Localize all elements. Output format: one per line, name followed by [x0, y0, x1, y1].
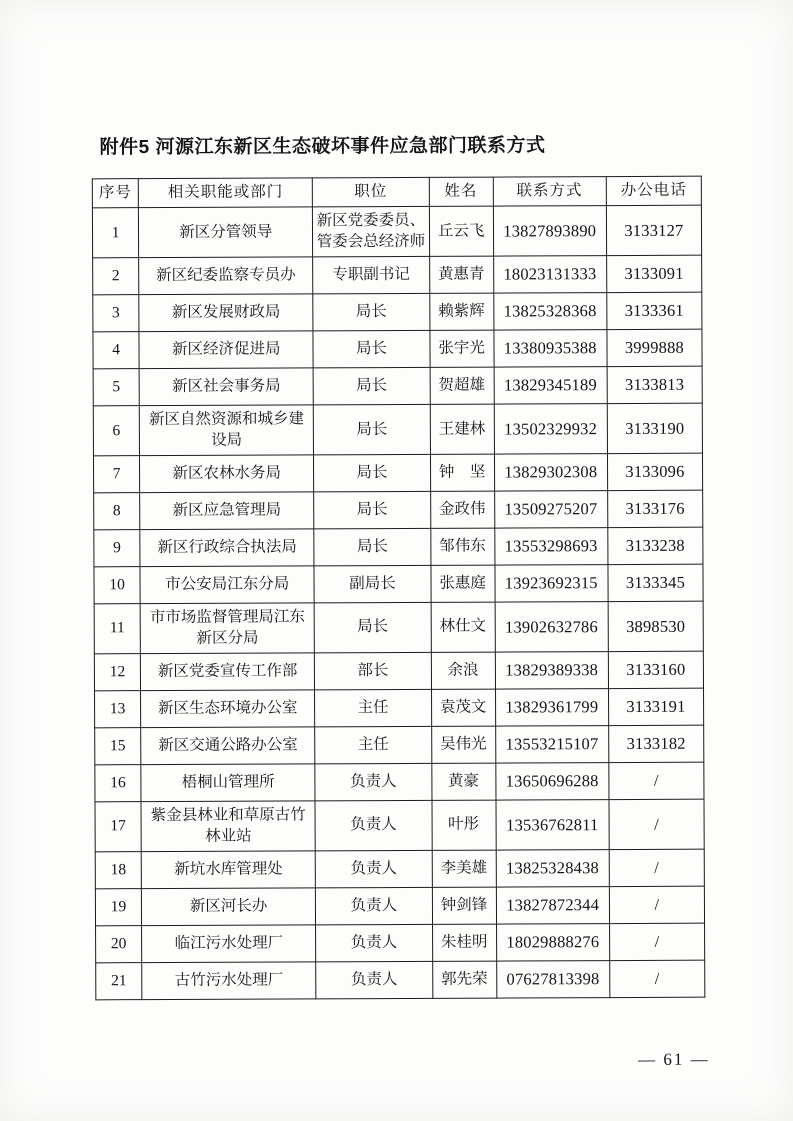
table-cell: 梧桐山管理所 [141, 764, 315, 802]
table-cell: 新区发展财政局 [139, 294, 313, 332]
table-row [93, 367, 702, 407]
table-cell: 黄惠青 [429, 256, 493, 293]
table-cell: 余浪 [431, 652, 495, 689]
table-cell: 市市场监督管理局江东新区分局 [140, 603, 314, 654]
table-cell: 7 [93, 456, 139, 493]
table-cell: 13553215107 [495, 726, 608, 763]
table-cell: 3133160 [608, 651, 703, 688]
table-cell: / [609, 886, 704, 923]
table-cell: 20 [96, 926, 142, 963]
table-cell: 临江污水处理厂 [142, 925, 316, 963]
table-row [95, 799, 704, 852]
table-cell: 新区自然资源和城乡建设局 [139, 405, 313, 456]
table-cell: 负责人 [316, 887, 432, 925]
table-cell: 郭先荣 [432, 961, 496, 998]
table-cell: 13825328368 [493, 293, 606, 330]
table-cell: 局长 [314, 405, 430, 455]
table-cell: 13923692315 [495, 565, 608, 602]
table-cell: 3133182 [608, 725, 703, 762]
table-cell: 朱桂明 [432, 924, 496, 961]
table-cell: 新区生态环境办公室 [141, 690, 315, 728]
table-cell: 局长 [314, 529, 430, 567]
page-number: — 61 — [638, 1049, 710, 1069]
table-cell: 袁茂文 [431, 689, 495, 726]
table-row [93, 256, 702, 296]
table-cell: 张惠庭 [430, 565, 494, 602]
table-cell: 13380935388 [494, 330, 607, 367]
table-cell: 张宇光 [429, 330, 493, 367]
table-cell: 18 [95, 852, 141, 889]
table-cell: 4 [93, 332, 139, 369]
table-row [96, 960, 705, 1000]
table-cell: 13829345189 [494, 367, 607, 404]
table-cell: 新区交通公路办公室 [141, 727, 315, 765]
table-cell: 负责人 [315, 764, 431, 802]
table-cell: 3133238 [608, 527, 703, 564]
table-cell: 副局长 [314, 566, 430, 604]
table-cell: 负责人 [315, 801, 431, 851]
table-cell: 新区社会事务局 [139, 368, 313, 406]
table-cell: 07627813398 [496, 961, 609, 998]
table-cell: / [609, 799, 704, 849]
table-cell: 新区党委宣传工作部 [140, 653, 314, 691]
table-row [95, 725, 704, 765]
table-cell: 新区农林水务局 [140, 455, 314, 493]
table-cell: 新区纪委监察专员办 [139, 257, 313, 295]
table-cell: 局长 [314, 455, 430, 493]
table-cell: 8 [94, 493, 140, 530]
table-cell: 13829361799 [495, 689, 608, 726]
table-cell: 主任 [315, 690, 431, 728]
table-row [93, 330, 702, 370]
table-cell: 主任 [315, 727, 431, 765]
table-header [92, 176, 701, 208]
table-row [94, 651, 703, 691]
table-body [92, 206, 704, 1000]
table-cell: 3 [93, 295, 139, 332]
table-cell: 13553298693 [494, 528, 607, 565]
table-cell: 13502329932 [494, 404, 607, 454]
column-header: 相关职能或部门 [138, 178, 312, 208]
table-cell: 王建林 [430, 404, 494, 454]
table-cell: 局长 [314, 603, 430, 653]
table-cell: 邹伟东 [430, 528, 494, 565]
table-cell: 13827893890 [493, 206, 606, 256]
table-cell: 专职副书记 [313, 257, 429, 295]
table-cell: 11 [94, 604, 140, 654]
column-header: 办公电话 [606, 176, 701, 206]
table-cell: 3999888 [607, 330, 702, 367]
table-cell: 负责人 [316, 961, 432, 999]
table-row [95, 688, 704, 728]
table-cell: / [609, 923, 704, 960]
table-cell: 紫金县林业和草原古竹林业站 [141, 801, 315, 852]
table-row [92, 206, 701, 259]
table-cell: 3133191 [608, 688, 703, 725]
table-cell: 1 [92, 208, 138, 258]
table-cell: 19 [95, 889, 141, 926]
table-cell: 市公安局江东分局 [140, 566, 314, 604]
column-header: 序号 [92, 179, 138, 209]
table-cell: 13650696288 [495, 763, 608, 800]
table-cell: 李美雄 [432, 850, 496, 887]
table-row [94, 527, 703, 567]
table-cell: 13825328438 [496, 850, 609, 887]
table-cell: 13827872344 [496, 887, 609, 924]
table-cell: 2 [93, 258, 139, 295]
table-row [95, 762, 704, 802]
table-cell: 13509275207 [494, 491, 607, 528]
table-cell: 叶彤 [432, 800, 496, 850]
table-cell: 13829302308 [494, 454, 607, 491]
table-cell: 3133096 [607, 453, 702, 490]
table-cell: 新区行政综合执法局 [140, 529, 314, 567]
table-cell: 负责人 [316, 924, 432, 962]
table-row [93, 293, 702, 333]
table-cell: 新区河长办 [141, 888, 315, 926]
table-cell: 5 [93, 369, 139, 406]
table-cell: 局长 [313, 294, 429, 332]
table-cell: 12 [94, 654, 140, 691]
table-cell: 局长 [313, 368, 429, 406]
table-cell: 赖紫辉 [429, 293, 493, 330]
table-cell: 吴伟光 [431, 726, 495, 763]
table-cell: 18029888276 [496, 924, 609, 961]
table-cell: 16 [95, 765, 141, 802]
table-cell: 负责人 [316, 850, 432, 888]
table-cell: 3898530 [608, 601, 703, 651]
table-cell: 3133361 [607, 293, 702, 330]
table-row [96, 923, 705, 963]
table-row [94, 564, 703, 604]
table-cell: 3133345 [608, 564, 703, 601]
document-title: 附件5 河源江东新区生态破坏事件应急部门联系方式 [99, 135, 546, 159]
table-cell: 贺超雄 [430, 367, 494, 404]
table-cell: 15 [95, 728, 141, 765]
table-cell: 18023131333 [493, 256, 606, 293]
table-cell: 局长 [314, 492, 430, 530]
emergency-contact-table [92, 176, 706, 1001]
column-header: 姓名 [429, 177, 493, 207]
table-cell: 部长 [315, 653, 431, 691]
table-row [94, 490, 703, 530]
table-cell: / [609, 849, 704, 886]
table-row [94, 601, 703, 654]
table-cell: 3133091 [606, 256, 701, 293]
table-cell: 钟 坚 [430, 454, 494, 491]
table-cell: / [609, 762, 704, 799]
header-row [92, 176, 701, 208]
table-cell: 6 [93, 406, 139, 456]
table-cell: 13829389338 [495, 652, 608, 689]
table-cell: 17 [95, 802, 141, 852]
table-cell: 黄豪 [431, 763, 495, 800]
column-header: 职位 [313, 177, 429, 207]
table-cell: 林仕文 [431, 602, 495, 652]
table-cell: 新区党委委员、管委会总经济师 [313, 207, 429, 257]
table-cell: / [609, 960, 704, 997]
table-cell: 新区应急管理局 [140, 492, 314, 530]
table-row [93, 404, 702, 457]
table-cell: 钟剑锋 [432, 887, 496, 924]
table-cell: 10 [94, 567, 140, 604]
table-cell: 3133813 [607, 367, 702, 404]
table-cell: 新区分管领导 [138, 207, 312, 258]
table-cell: 13 [95, 691, 141, 728]
table-cell: 新坑水库管理处 [141, 851, 315, 889]
table-row [95, 886, 704, 926]
table-cell: 9 [94, 530, 140, 567]
column-header: 联系方式 [493, 177, 606, 207]
table-cell: 21 [96, 963, 142, 1000]
table-row [95, 849, 704, 889]
table-cell: 局长 [313, 331, 429, 369]
table-cell: 13536762811 [496, 800, 609, 850]
table-cell: 3133127 [606, 206, 701, 256]
table-cell: 新区经济促进局 [139, 331, 313, 369]
table-cell: 丘云飞 [429, 207, 493, 257]
table-cell: 3133190 [607, 404, 702, 454]
table-cell: 13902632786 [495, 602, 608, 652]
table-cell: 金政伟 [430, 491, 494, 528]
table-cell: 3133176 [607, 490, 702, 527]
table-row [93, 453, 702, 493]
table-cell: 古竹污水处理厂 [142, 962, 316, 1000]
